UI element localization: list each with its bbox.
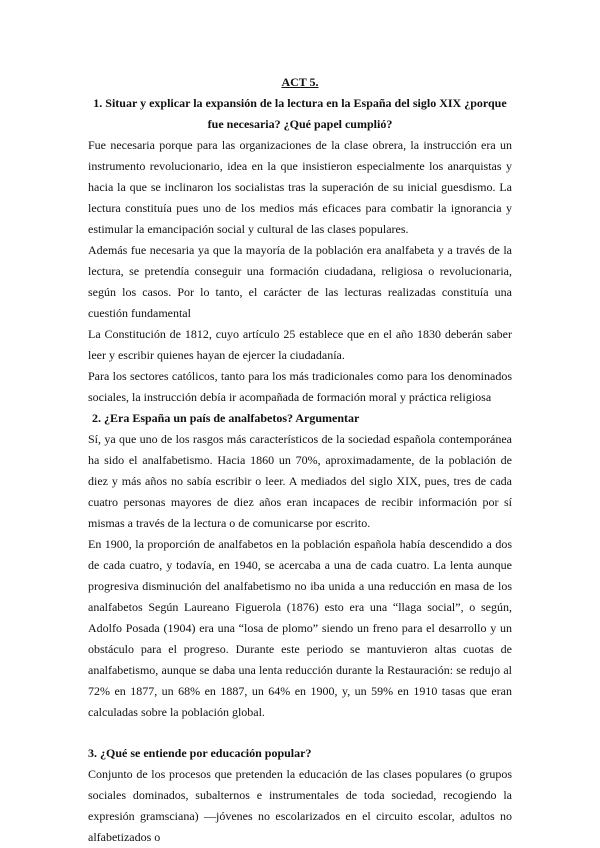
section-3-heading: 3. ¿Qué se entiende por educación popular?: [88, 746, 312, 760]
section-1-paragraph-4: Para los sectores católicos, tanto para los más tradicionales como para los denominados sociales, la instrucción debía ir acompañada de formación moral y práctica religiosa: [88, 369, 512, 404]
section-1-paragraph-2: Además fue necesaria ya que la mayoría de la población era analfabeta y a través de la lectura, se pretendía conseguir una formación ciudadana, religiosa o revolucionaria, según los casos. Por lo tanto, el carácter de las lecturas realizadas constituía una cuestión fundamental: [88, 243, 512, 320]
document-title: ACT 5.: [281, 75, 319, 89]
section-1-heading: 1. Situar y explicar la expansión de la lectura en la España del siglo XIX ¿porque fue necesaria? ¿Qué papel cumplió?: [93, 96, 507, 131]
section-2-paragraph-1: Sí, ya que uno de los rasgos más característicos de la sociedad española contemporánea ha sido el analfabetismo. Hacia 1860 un 70%, aproximadamente, de la población de diez y más años no sabía escribir o leer. A mediados del siglo XIX, pues, tres de cada cuatro personas mayores de diez años eran incapaces de recibir información por sí mismas a través de la lectura o de comunicarse por escrito.: [88, 432, 512, 530]
section-2-paragraph-2: En 1900, la proporción de analfabetos en la población española había descendido a dos de cada cuatro, y todavía, en 1940, se acercaba a una de cada cuatro. La lenta aunque progresiva disminución del analfabetismo no iba unida a una reducción en masa de los analfabetos Según Laureano Figuerola (1876) esto era una “llaga social”, o según, Adolfo Posada (1904) era una “losa de plomo” siendo un freno para el desarrollo y un obstáculo para el progreso. Durante este periodo se mantuvieron altas cuotas de analfabetismo, aunque se daba una lenta reducción durante la Restauración: se redujo al 72% en 1877, un 68% en 1887, un 64% en 1900, y, un 59% en 1910 tasas que eran calculadas sobre la población global.: [88, 537, 512, 719]
section-3-paragraph-1: Conjunto de los procesos que pretenden la educación de las clases populares (o grupos sociales dominados, subalternos e instrumentales de toda sociedad, recogiendo la expresión gramsciana) —jóvenes no escolarizados en el circuito escolar, adultos no alfabetizados o: [88, 767, 512, 844]
section-2-heading: 2. ¿Era España un país de analfabetos? Argumentar: [92, 411, 360, 425]
section-1-paragraph-3: La Constitución de 1812, cuyo artículo 25 establece que en el año 1830 deberán saber leer y escribir quienes hayan de ejercer la ciudadanía.: [88, 327, 512, 362]
section-1-paragraph-1: Fue necesaria porque para las organizaciones de la clase obrera, la instrucción era un instrumento revolucionario, idea en la que insistieron especialmente los anarquistas y hacia la que se inclinaron los socialistas tras la superación de su inicial guesdismo. La lectura constituía pues uno de los medios más eficaces para combatir la ignorancia y estimular la emancipación social y cultural de las clases populares.: [88, 138, 512, 236]
